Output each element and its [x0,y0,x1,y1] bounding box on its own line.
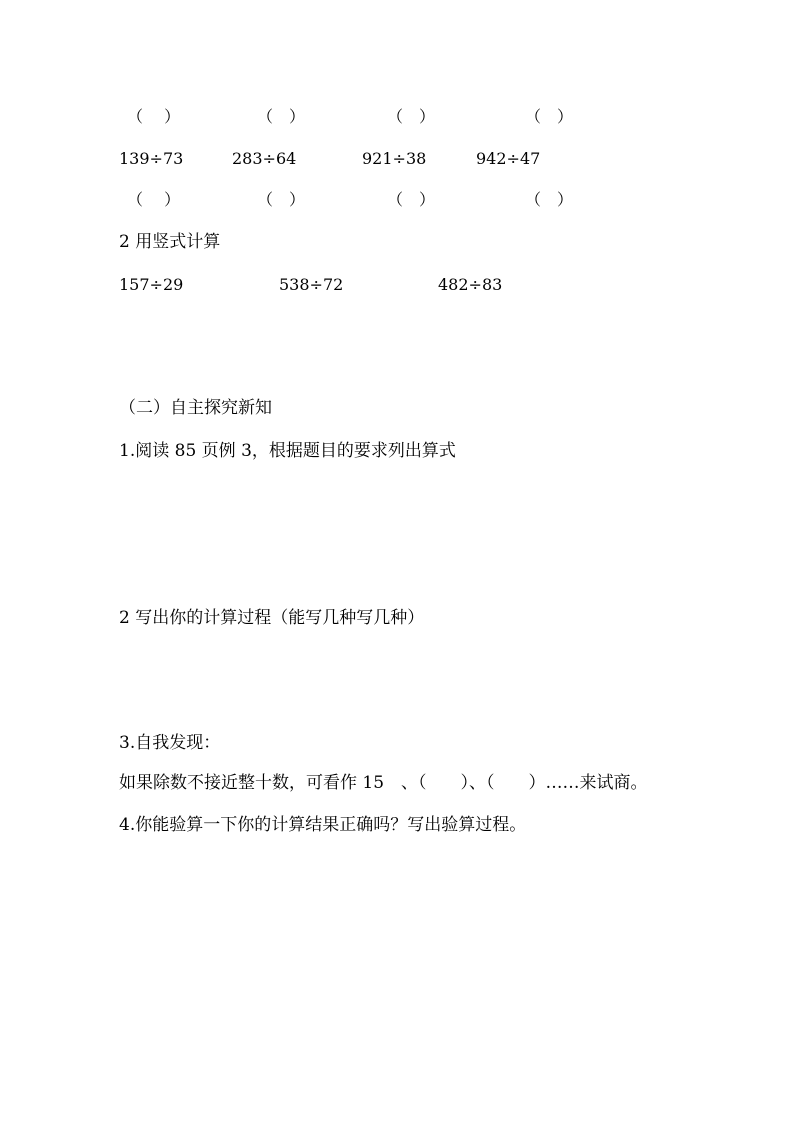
division-expression: 157÷29 [119,275,184,294]
question-4: 4.你能验算一下你的计算结果正确吗？写出验算过程。 [119,815,527,835]
answer-blank[interactable]: （ ） [525,107,574,126]
division-expression: 482÷83 [438,275,503,294]
division-expression: 921÷38 [362,149,427,168]
question-1: 1.阅读 85 页例 3，根据题目的要求列出算式 [119,441,456,461]
division-expression: 283÷64 [232,149,297,168]
section-heading: 2 用竖式计算 [119,232,221,252]
answer-blank[interactable]: （ ） [257,107,306,126]
division-expression: 538÷72 [279,275,344,294]
answer-blank[interactable]: （ ） [387,190,436,209]
division-expression: 139÷73 [119,149,184,168]
answer-blank[interactable]: （ ） [387,107,436,126]
answer-blank[interactable]: （ ） [127,107,181,126]
answer-blank[interactable]: （ ） [257,190,306,209]
answer-blank[interactable]: （ ） [525,190,574,209]
answer-blank[interactable]: （ ） [127,190,181,209]
question-2: 2 写出你的计算过程（能写几种写几种） [119,608,425,628]
division-expression: 942÷47 [476,149,541,168]
question-3-title: 3.自我发现： [119,733,221,753]
question-3-text: 如果除数不接近整十数，可看作 15 、（ ）、（ ）……来试商。 [119,773,648,793]
part-title: （二）自主探究新知 [119,398,272,418]
